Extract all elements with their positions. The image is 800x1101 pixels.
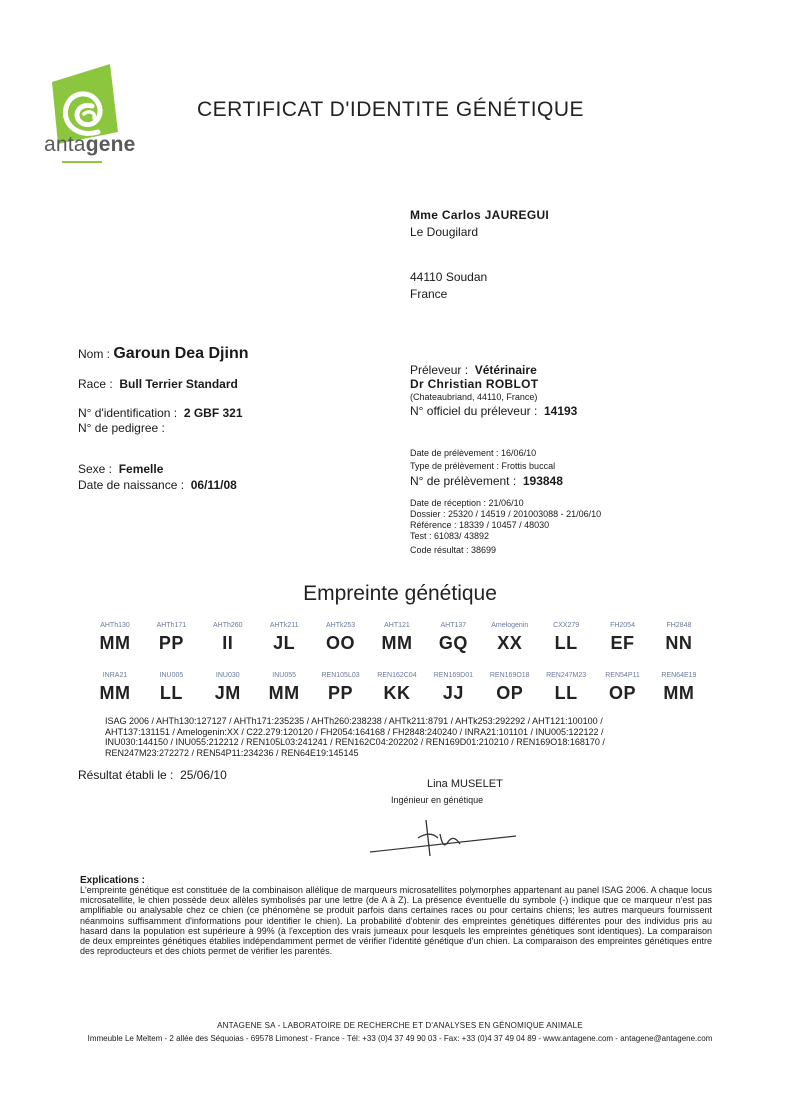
sampler-official-no: 14193 [543, 404, 578, 418]
marker-name: REN162C04 [377, 672, 417, 679]
marker-name: REN247M23 [546, 672, 587, 679]
marker-cell [656, 620, 702, 655]
animal-birth-label: Date de naissance : [78, 478, 185, 492]
marker-name: FH2848 [666, 622, 692, 629]
logo-underline [62, 161, 102, 163]
animal-race-row [78, 377, 238, 391]
marker-name: INU055 [272, 672, 297, 679]
marker-cell [261, 670, 307, 705]
allele-value: XX [497, 633, 523, 653]
animal-pedigree-label: N° de pedigree : [78, 421, 165, 435]
animal-name: Garoun Dea Djinn [113, 345, 249, 362]
explanations-title: Explications : [80, 875, 146, 886]
marker-name: AHTk211 [269, 622, 299, 629]
animal-sex-row [78, 462, 163, 476]
marker-name: AHT121 [384, 622, 410, 629]
marker-name: REN105L03 [321, 672, 360, 679]
allele-value: LL [159, 683, 183, 703]
allele-value: KK [383, 683, 411, 703]
recipient-line1: Le Dougilard [410, 225, 479, 239]
marker-cell [656, 670, 702, 705]
sampler-label: Préleveur : [410, 363, 469, 377]
allele-value: LL [554, 633, 578, 653]
sample-date: Date de prélèvement : 16/06/10 [410, 448, 537, 458]
marker-cell [487, 620, 533, 655]
sample-type: Type de prélèvement : Frottis buccal [410, 461, 556, 471]
handwritten-signature [368, 808, 518, 863]
allele-value: GQ [438, 633, 468, 653]
allele-value: MM [381, 633, 413, 653]
animal-ident: 2 GBF 321 [183, 406, 243, 420]
signer-title: Ingénieur en génétique [391, 795, 484, 805]
marker-cell [430, 670, 476, 705]
animal-birth-row [78, 478, 237, 492]
marker-name: REN54P11 [605, 672, 640, 679]
sample-result-code: Code résultat : 38699 [410, 545, 497, 555]
marker-name: INU030 [215, 672, 240, 679]
fingerprint-title: Empreinte génétique [303, 582, 497, 605]
marker-cell [261, 620, 307, 655]
signer-name: Lina MUSELET [427, 778, 503, 790]
marker-name: CXX279 [553, 622, 580, 629]
marker-name: AHTh171 [156, 622, 187, 629]
animal-race: Bull Terrier Standard [119, 377, 238, 391]
marker-name: REN169D01 [433, 672, 473, 679]
marker-cell [318, 620, 364, 655]
allele-value: MM [268, 683, 300, 703]
sampler-row [410, 363, 537, 377]
animal-name-label: Nom : [78, 347, 111, 361]
marker-name: AHTh130 [100, 622, 130, 629]
marker-name: AHTh260 [212, 622, 243, 629]
marker-name: AHT137 [440, 622, 467, 629]
animal-ident-row [78, 406, 243, 420]
result-row [78, 768, 227, 782]
animal-name-row [78, 345, 248, 363]
sampler-official-label: N° officiel du préleveur : [410, 404, 538, 418]
marker-name: INU005 [159, 672, 184, 679]
footer-company: ANTAGENE SA - LABORATOIRE DE RECHERCHE ET D'ANALYSES EN GÉNOMIQUE ANIMALE [217, 1021, 583, 1030]
marker-cell [374, 620, 420, 655]
sampler-type: Vétérinaire [474, 363, 537, 377]
allele-value: MM [663, 683, 695, 703]
sample-reference: Référence : 18339 / 10457 / 48030 [410, 520, 550, 530]
sampler-location: (Chateaubriand, 44110, France) [410, 392, 538, 402]
marker-cell [487, 670, 533, 705]
allele-value: JJ [442, 683, 464, 703]
marker-cell [148, 620, 194, 655]
sample-number: 193848 [522, 474, 563, 488]
animal-sex: Femelle [118, 462, 164, 476]
marker-row-1 [92, 620, 702, 655]
marker-cell [543, 670, 589, 705]
sample-reception: Date de réception : 21/06/10 [410, 498, 524, 508]
document-title: CERTIFICAT D'IDENTITE GÉNÉTIQUE [197, 98, 585, 121]
allele-value: PP [158, 633, 184, 653]
recipient-name: Mme Carlos JAUREGUI [410, 208, 550, 222]
footer-contact: Immeuble Le Meltem - 2 allée des Séquoias - 69578 Limonest - France - Tél: +33 (0)4 37 49 90 03 - Fax: +33 (0)4 37 49 04 89 - www.antagene.com - antagene@antagene.com [87, 1034, 713, 1043]
sample-number-row [410, 474, 563, 488]
marker-cell [600, 670, 646, 705]
allele-value: II [222, 633, 234, 653]
marker-name: Amelogenin [491, 622, 529, 629]
allele-value: MM [99, 633, 131, 653]
allele-value: JL [273, 633, 296, 653]
allele-value: JM [214, 683, 241, 703]
animal-ident-label: N° d'identification : [78, 406, 178, 420]
marker-cell [205, 670, 251, 705]
allele-value: OO [326, 633, 356, 653]
marker-name: FH2054 [610, 622, 635, 629]
marker-cell [148, 670, 194, 705]
marker-cell [543, 620, 589, 655]
animal-sex-label: Sexe : [78, 462, 113, 476]
recipient-country: France [410, 287, 448, 301]
marker-cell [92, 620, 138, 655]
sample-dossier: Dossier : 25320 / 14519 / 201003088 - 21/06/10 [410, 509, 602, 519]
result-date: 25/06/10 [180, 768, 227, 782]
marker-cell [600, 620, 646, 655]
sampler-official-row [410, 404, 577, 418]
marker-cell [92, 670, 138, 705]
animal-birth: 06/11/08 [190, 478, 237, 492]
marker-cell [318, 670, 364, 705]
marker-row-2 [92, 670, 702, 705]
sample-test: Test : 61083/ 43892 [410, 531, 490, 541]
marker-cell [430, 620, 476, 655]
marker-name: REN169O18 [489, 672, 530, 679]
allele-value: PP [328, 683, 354, 703]
allele-value: LL [554, 683, 578, 703]
allele-value: OP [496, 683, 524, 703]
recipient-city: 44110 Soudan [410, 270, 488, 284]
marker-cell [374, 670, 420, 705]
allele-value: OP [609, 683, 637, 703]
result-label: Résultat établi le : [78, 768, 174, 782]
allele-value: MM [99, 683, 131, 703]
sample-number-label: N° de prélèvement : [410, 474, 517, 488]
marker-name: AHTk253 [325, 622, 356, 629]
marker-cell [205, 620, 251, 655]
animal-race-label: Race : [78, 377, 113, 391]
allele-value: NN [665, 633, 693, 653]
logo-wordmark: antagene [44, 133, 136, 156]
marker-name: REN64E19 [661, 672, 697, 679]
marker-name: INRA21 [102, 672, 128, 679]
isag-allele-list: ISAG 2006 / AHTh130:127127 / AHTh171:235235 / AHTh260:238238 / AHTk211:8791 / AHTk253:292292 / AHT121:100100 / AHT137:131151 / Amelogenin:XX / C22.279:120120 / FH2054:164168 / FH2848:240240 / INRA21:101101 / INU005:122122 / INU030:144150 / INU055:212212 / REN105L03:241241 / REN162C04:202202 / REN169D01:210210 / REN169O18:168170 / REN247M23:272272 / REN54P11:234236 / REN64E19:145145 [105, 716, 605, 758]
sampler-name: Dr Christian ROBLOT [410, 377, 539, 391]
explanations-text: L'empreinte génétique est constituée de la combinaison allélique de marqueurs microsatellites polymorphes appartenant au panel ISAG 2006. A chaque locus microsatellite, le chien possède deux allèles symbolisés par une lettre (de A à Z). La présence éventuelle du symbole (-) indique que ce marqueur n'est pas amplifiable ou analysable chez ce chien (ce phénomène se produit parfois dans certaines races ou pour certains chiens; les autres marqueurs fournissent néanmoins suffisamment d'informations pour identifier le chien). La probabilité d'obtenir des empreintes génétiques différentes pour des individus pris au hasard dans la population est supérieure à 99% (à l'exception des vrais jumeaux pour lesquels les empreintes génétiques sont identiques). La comparaison de deux empreintes génétiques établies indépendamment permet de vérifier l'identité génétique d'un chien. La comparaison des empreintes génétiques entre des reproducteurs et des chiots permet de vérifier les parentés. [80, 885, 712, 957]
allele-value: EF [610, 633, 635, 653]
